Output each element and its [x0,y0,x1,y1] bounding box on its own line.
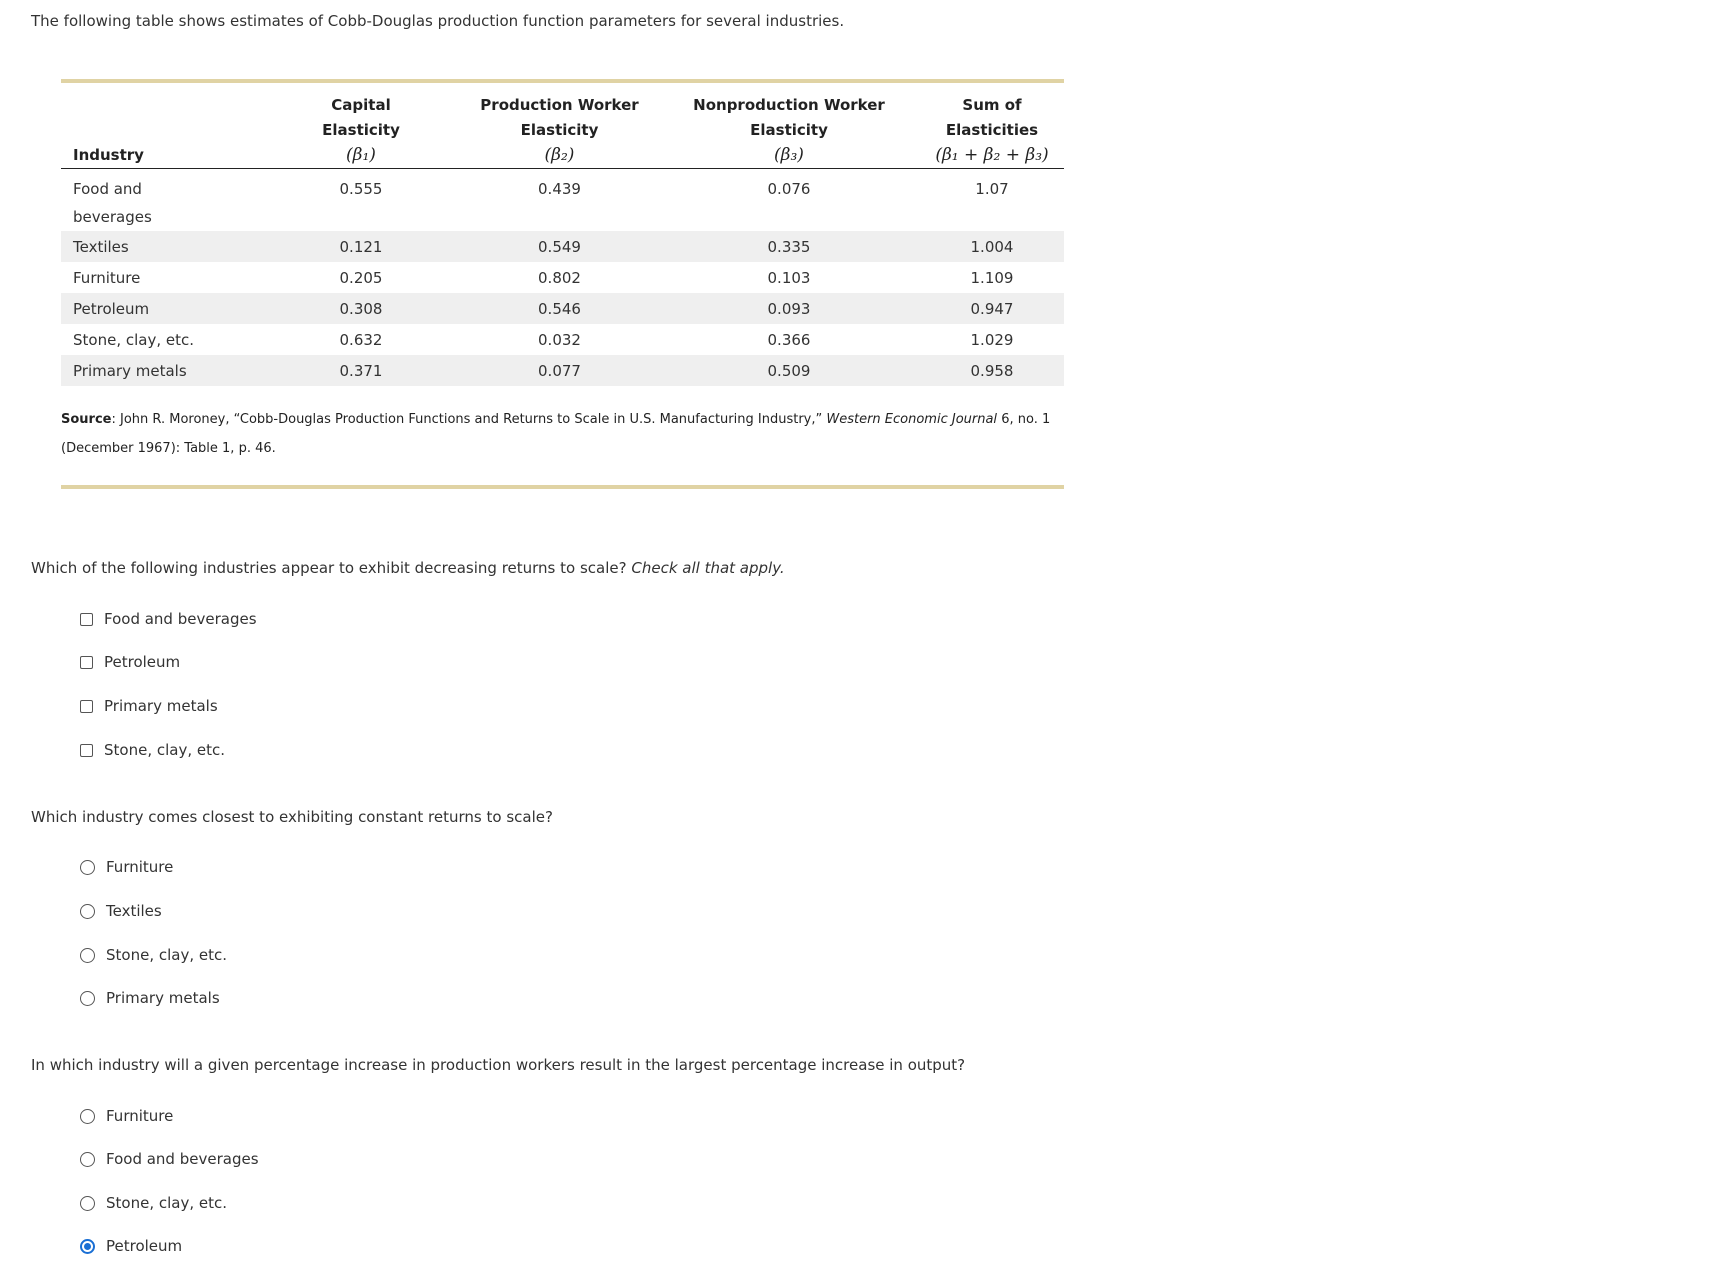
top-rule [61,79,1064,83]
elasticity-table-block [61,79,1064,489]
cell-b2: 0.549 [461,231,658,262]
elasticity-table [61,93,1064,386]
q1-option-stone-clay[interactable]: Stone, clay, etc. [80,740,225,760]
table-header-row [61,93,1064,169]
table-source-note: Source: John R. Moroney, “Cobb-Douglas Production Functions and Returns to Scale in U.S. Manufacturing Industry,” Western Economic Journal 6, no. 1 (December 1967): Table 1, p. 46. [61,412,1051,456]
cell-b3: 0.509 [658,355,920,386]
radio-icon[interactable] [80,948,95,963]
cell-b3: 0.076 [767,180,811,198]
cell-b3: 0.366 [767,330,811,349]
cell-sum: 1.004 [920,231,1064,262]
bottom-rule [61,485,1064,489]
radio-icon[interactable] [80,991,95,1006]
radio-icon[interactable] [80,1109,95,1124]
table-row [61,293,1064,324]
cell-b2: 0.032 [538,330,581,349]
q1-option-petroleum[interactable]: Petroleum [80,652,180,672]
cell-industry: Petroleum [61,293,261,324]
cell-b1: 0.371 [261,355,461,386]
cell-b1: 0.205 [339,268,383,287]
table-row [61,355,1064,386]
checkbox-icon[interactable] [80,613,93,626]
radio-icon[interactable] [80,1196,95,1211]
question-3: In which industry will a given percentage increase in production workers result in the largest percentage increase in output? [31,1056,966,1074]
question-1: Which of the following industries appear to exhibit decreasing returns to scale? Check all that apply. [31,559,785,577]
checkbox-icon[interactable] [80,656,93,669]
table-row [61,262,1064,293]
cell-b2: 0.077 [461,355,658,386]
table-row [61,231,1064,262]
checkbox-icon[interactable] [80,700,93,713]
q3-option-food-and-beverages[interactable]: Food and beverages [80,1149,259,1169]
cell-industry: Primary metals [61,355,261,386]
radio-icon[interactable] [80,860,95,875]
cell-industry: Furniture [73,268,141,287]
radio-icon[interactable] [80,1152,95,1167]
checkbox-icon[interactable] [80,744,93,757]
intro-text: The following table shows estimates of Cobb-Douglas production function parameters for several industries. [31,12,845,30]
cell-industry: Textiles [61,231,261,262]
cell-b1: 0.308 [261,293,461,324]
q1-option-food-and-beverages[interactable]: Food and beverages [80,609,257,629]
cell-b2: 0.546 [461,293,658,324]
cell-b2: 0.802 [538,268,581,287]
q3-option-furniture[interactable]: Furniture [80,1106,173,1126]
header-production-worker: Production Worker Elasticity (β₂) [461,93,658,169]
cell-sum: 1.029 [970,330,1014,349]
q2-option-primary-metals[interactable]: Primary metals [80,988,220,1008]
cell-sum: 1.109 [970,268,1014,287]
q3-option-petroleum[interactable]: Petroleum [80,1236,182,1256]
table-row [61,169,1064,232]
header-sum: Sum of Elasticities (β₁ + β₂ + β₃) [920,93,1064,169]
header-industry: Industry [61,93,261,169]
cell-industry: Food and beverages [73,180,152,226]
q1-option-primary-metals[interactable]: Primary metals [80,696,218,716]
q3-option-stone-clay[interactable]: Stone, clay, etc. [80,1193,227,1213]
header-nonproduction-worker: Nonproduction Worker Elasticity (β₃) [658,93,920,169]
q2-option-textiles[interactable]: Textiles [80,901,162,921]
q2-option-furniture[interactable]: Furniture [80,857,173,877]
question-2: Which industry comes closest to exhibiting constant returns to scale? [31,808,553,826]
table-row [61,324,1064,355]
cell-sum: 0.958 [920,355,1064,386]
source-label: Source [61,412,112,427]
cell-b3: 0.093 [658,293,920,324]
cell-industry: Stone, clay, etc. [73,330,194,349]
cell-b3: 0.335 [658,231,920,262]
radio-selected-icon[interactable] [80,1239,95,1254]
cell-b1: 0.121 [261,231,461,262]
cell-sum: 0.947 [920,293,1064,324]
cell-b2: 0.439 [538,180,581,198]
cell-b1: 0.555 [339,180,383,198]
header-capital: Capital Elasticity (β₁) [261,93,461,169]
cell-b1: 0.632 [339,330,383,349]
radio-icon[interactable] [80,904,95,919]
q2-option-stone-clay[interactable]: Stone, clay, etc. [80,945,227,965]
cell-b3: 0.103 [767,268,811,287]
cell-sum: 1.07 [975,180,1009,198]
